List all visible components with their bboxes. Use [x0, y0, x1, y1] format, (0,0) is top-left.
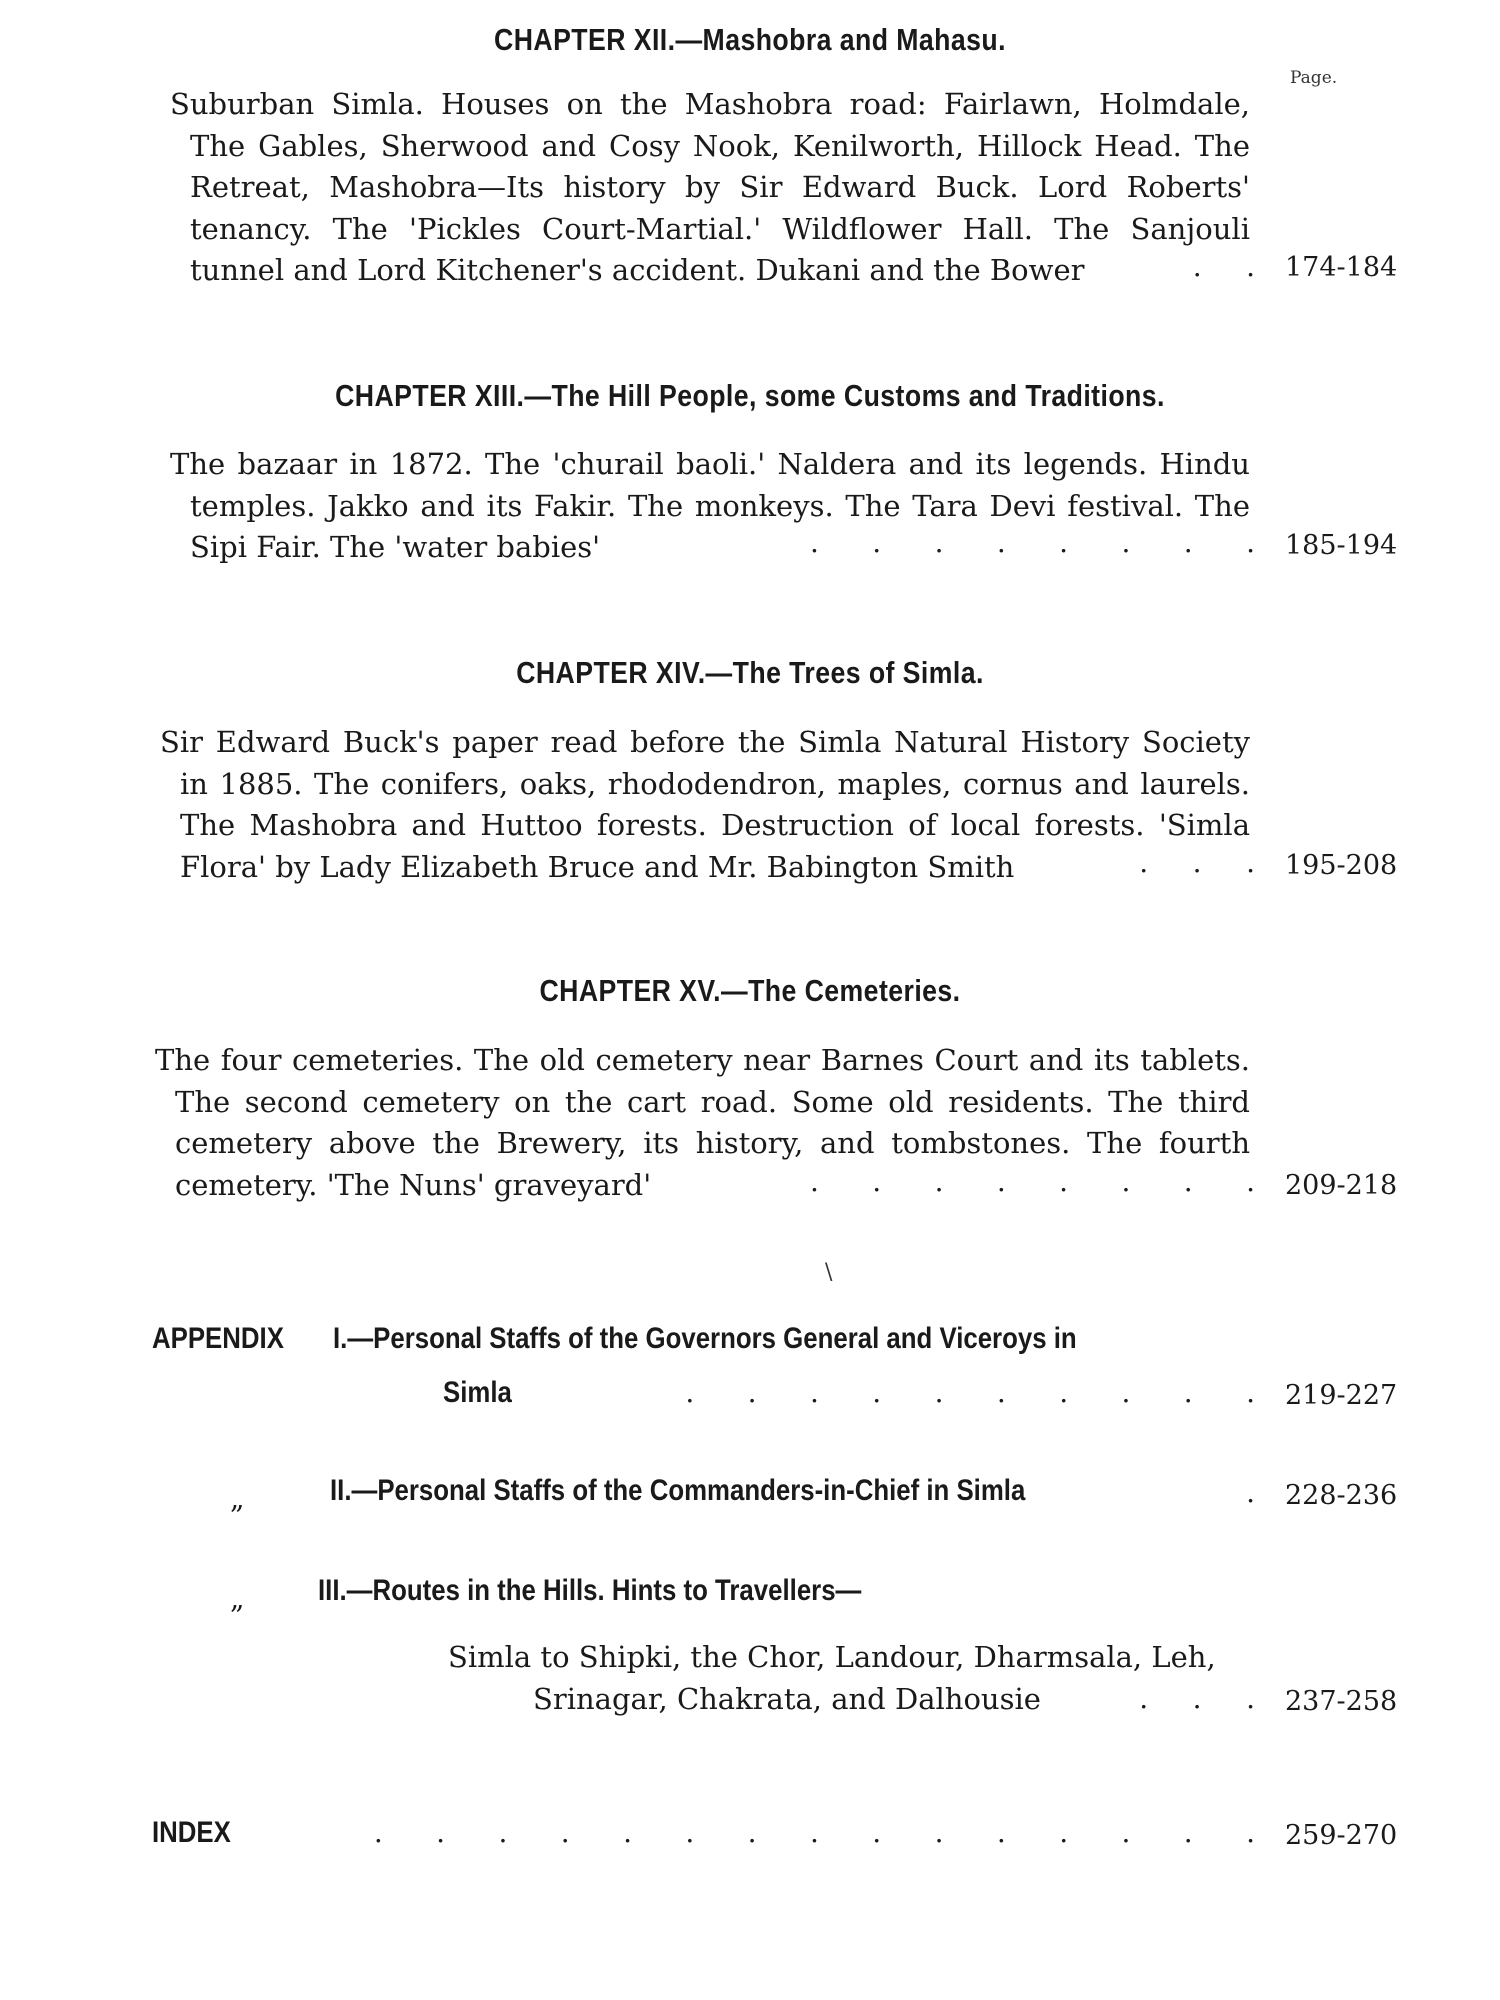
- leader-dots: . .: [1192, 250, 1255, 283]
- chapter-heading: CHAPTER XIII.—The Hill People, some Customs and Traditions.: [335, 378, 1165, 413]
- page-column-label: Page.: [1290, 68, 1338, 88]
- leader-dots: . . .: [1139, 846, 1255, 879]
- appendix-title-line: Simla: [443, 1376, 512, 1409]
- stray-mark: \: [825, 1260, 833, 1285]
- page-range: 237-258: [1285, 1686, 1398, 1717]
- appendix-item-title: [333, 1322, 1077, 1356]
- page-range: 228-236: [1285, 1480, 1398, 1511]
- page-range: 219-227: [1285, 1380, 1398, 1411]
- chapter-heading: CHAPTER XII.—Mashobra and Mahasu.: [494, 22, 1006, 57]
- leader-dots: . . .: [1139, 1682, 1255, 1715]
- appendix-label: APPENDIX: [152, 1322, 284, 1355]
- chapter-heading: CHAPTER XIV.—The Trees of Simla.: [516, 655, 984, 690]
- page-range: 209-218: [1285, 1170, 1398, 1201]
- ditto-mark: „: [230, 1582, 245, 1615]
- appendix-item-title: [318, 1574, 861, 1608]
- appendix-numeral: I.: [333, 1322, 348, 1355]
- appendix-detail-line: Srinagar, Chakrata, and Dalhousie: [533, 1682, 1041, 1716]
- chapter-summary-text: Sir Edward Buck's paper read before the Simla Natural History Society in 1885. The conifers, oaks, rhododendron, maples, cornus and laurels. The Mashobra and Huttoo forests. Destruction of local forests. 'Simla Flora' by Lady Elizabeth Bruce and Mr. Babington Smith: [160, 725, 1250, 884]
- leader-dots: . . . . . . . .: [809, 526, 1255, 559]
- appendix-title-line: —Personal Staffs of the Governors General and Viceroys in: [347, 1322, 1077, 1355]
- leader-dots: . . . . . . . .: [809, 1165, 1255, 1198]
- page-range: 174-184: [1285, 252, 1398, 283]
- chapter-heading: CHAPTER XV.—The Cemeteries.: [539, 973, 961, 1008]
- leader-dots: . . . . . . . . . .: [685, 1376, 1255, 1409]
- appendix-detail-line: Simla to Shipki, the Chor, Landour, Dharmsala, Leh,: [448, 1640, 1216, 1674]
- chapter-summary-text: Suburban Simla. Houses on the Mashobra road: Fairlawn, Holmdale, The Gables, Sherwood and Cosy Nook, Kenilworth, Hillock Head. The Retreat, Mashobra—Its history by Sir Edward Buck. Lord Roberts' tenancy. The 'Pickles Court-Martial.' Wildflower Hall. The Sanjouli tunnel and Lord Kitchener's accident. Dukani and the Bower: [170, 87, 1250, 287]
- leader-dots: . . . . . . . . . . . . . . .: [373, 1816, 1255, 1849]
- chapter-summary-text: The bazaar in 1872. The 'churail baoli.' Naldera and its legends. Hindu temples. Jakko and its Fakir. The monkeys. The Tara Devi festival. The Sipi Fair. The 'water babies': [170, 447, 1250, 564]
- appendix-title-line: —Personal Staffs of the Commanders-in-Chief in Simla: [351, 1474, 1026, 1507]
- appendix-numeral: II.: [330, 1474, 352, 1507]
- ditto-mark: „: [230, 1482, 245, 1515]
- appendix-item-title: [330, 1474, 1025, 1508]
- page-range: 259-270: [1285, 1820, 1398, 1851]
- page-range: 195-208: [1285, 850, 1398, 881]
- appendix-numeral: III.: [318, 1574, 347, 1607]
- appendix-title-line: —Routes in the Hills. Hints to Travellers—: [346, 1574, 862, 1607]
- page-range: 185-194: [1285, 530, 1398, 561]
- leader-dots: .: [1246, 1476, 1255, 1509]
- chapter-summary-text: The four cemeteries. The old cemetery near Barnes Court and its tablets. The second cemetery on the cart road. Some old residents. The third cemetery above the Brewery, its history, and tombstones. The fourth cemetery. 'The Nuns' graveyard': [155, 1043, 1250, 1202]
- index-label: INDEX: [152, 1816, 231, 1849]
